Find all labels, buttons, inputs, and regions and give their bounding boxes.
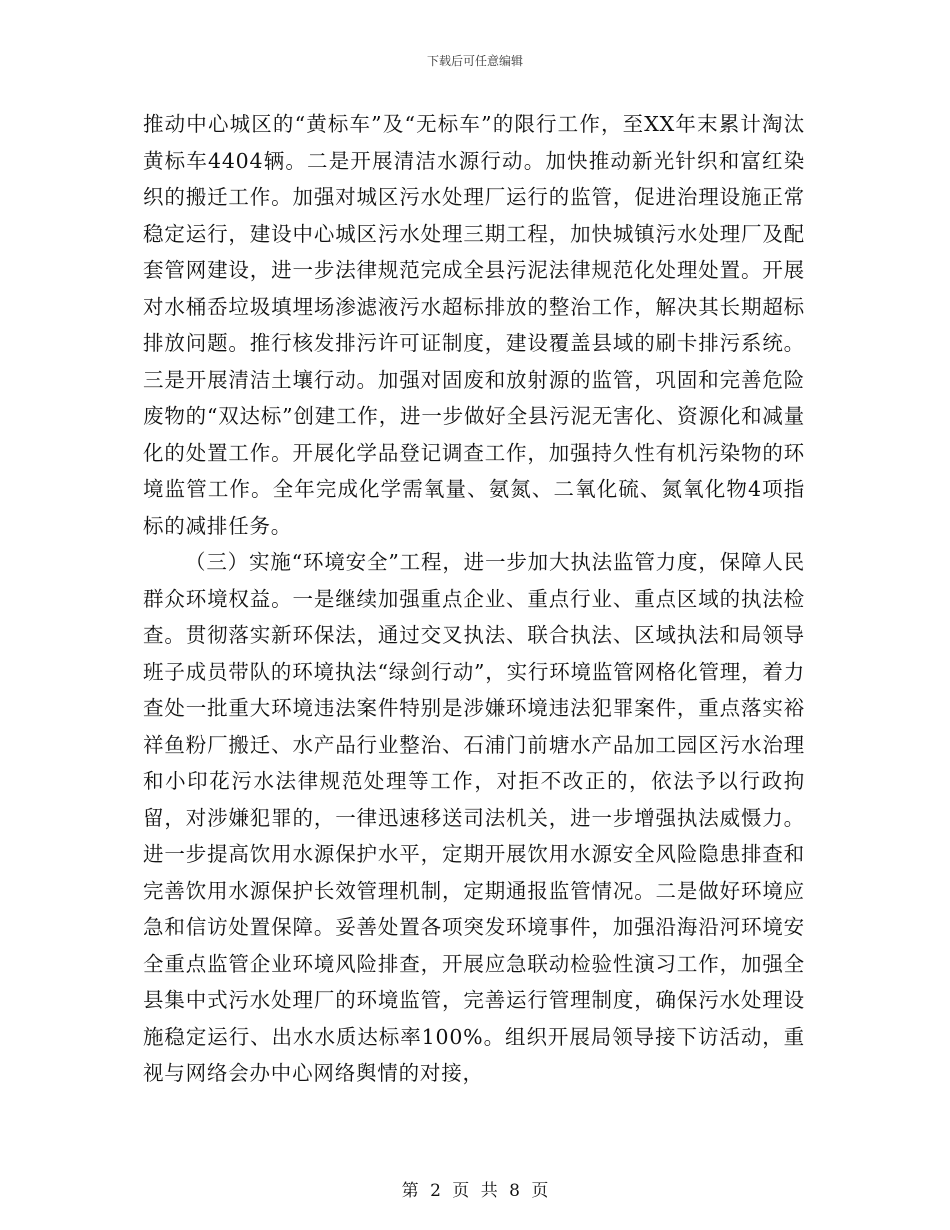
paragraph-section-three: （三）实施“环境安全”工程，进一步加大执法监管力度，保障人民群众环境权益。一是继续加强重点企业、重点行业、重点区域的执法检查。贯彻落实新环保法，通过交叉执法、联合执法、区域执法和局领导班子成员带队的环境执法“绿剑行动”，实行环境监管网格化管理，着力查处一批重大环境违法案件特别是涉嫌环境违法犯罪案件，重点落实裕祥鱼粉厂搬迁、水产品行业整治、石浦门前塘水产品加工园区污水治理和小印花污水法律规范处理等工作，对拒不改正的，依法予以行政拘留，对涉嫌犯罪的，一律迅速移送司法机关，进一步增强执法威慑力。进一步提高饮用水源保护水平，定期开展饮用水源安全风险隐患排查和完善饮用水源保护长效管理机制，定期通报监管情况。二是做好环境应急和信访处置保障。妥善处置各项突发环境事件，加强沿海沿河环境安全重点监管企业环境风险排查，开展应急联动检验性演习工作，加强全县集中式污水处理厂的环境监管，完善运行管理制度，确保污水处理设施稳定运行、出水水质达标率100%。组织开展局领导接下访活动，重视与网络会办中心网络舆情的对接， <box>143 550 805 1085</box>
paragraph-continuation: 推动中心城区的“黄标车”及“无标车”的限行工作，至XX年末累计淘汰黄标车4404辆。二是开展清洁水源行动。加快推动新光针织和富红染织的搬迁工作。加强对城区污水处理厂运行的监管，促进治理设施正常稳定运行，建设中心城区污水处理三期工程，加快城镇污水处理厂及配套管网建设，进一步法律规范完成全县污泥法律规范化处理处置。开展对水桶岙垃圾填埋场渗滤液污水超标排放的整治工作，解决其长期超标排放问题。推行核发排污许可证制度，建设覆盖县域的刷卡排污系统。三是开展清洁土壤行动。加强对固废和放射源的监管，巩固和完善危险废物的“双达标”创建工作，进一步做好全县污泥无害化、资源化和减量化的处置工作。开展化学品登记调查工作，加强持久性有机污染物的环境监管工作。全年完成化学需氧量、氨氮、二氧化硫、氮氧化物4项指标的减排任务。 <box>143 112 805 538</box>
body-text <box>143 106 805 1092</box>
page-number: 第 2 页 共 8 页 <box>401 1181 549 1201</box>
header-note: 下载后可任意编辑 <box>426 54 523 68</box>
